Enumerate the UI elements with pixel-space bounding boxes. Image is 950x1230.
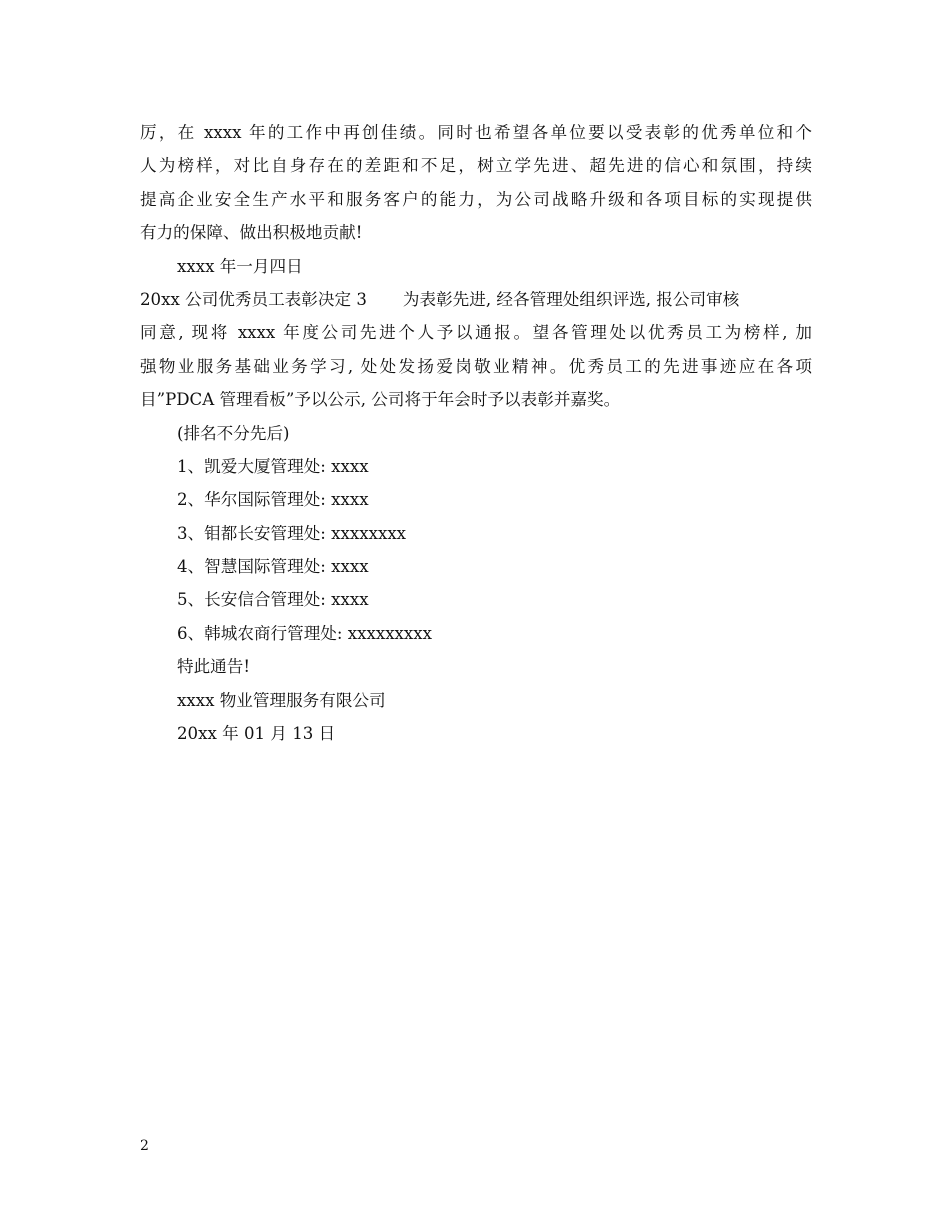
list-item: 3、钼都长安管理处: xxxxxxxx xyxy=(177,523,407,543)
list-item: 1、凯爱大厦管理处: xxxx xyxy=(177,456,369,476)
decision-first-line-text: 为表彰先进, 经各管理处组织评选, 报公司审核 xyxy=(402,289,740,309)
paragraph-line-1: 厉，在 xxxx 年的工作中再创佳绩。同时也希望各单位要以受表彰的优秀单位和个 xyxy=(140,123,812,142)
paragraph-line-3: 提高企业安全生产水平和服务客户的能力，为公司战略升级和各项目标的实现提供 xyxy=(140,189,812,209)
company-name: xxxx 物业管理服务有限公司 xyxy=(177,690,386,710)
signature-date: 20xx 年 01 月 13 日 xyxy=(177,724,336,744)
page-number: 2 xyxy=(140,1138,149,1154)
decision-title: 20xx 公司优秀员工表彰决定 3 xyxy=(140,289,367,309)
ranking-note: (排名不分先后) xyxy=(177,423,290,443)
list-item: 5、长安信合管理处: xxxx xyxy=(177,590,369,610)
list-item: 4、智慧国际管理处: xxxx xyxy=(177,557,369,577)
list-item: 2、华尔国际管理处: xxxx xyxy=(177,490,369,510)
document-body xyxy=(140,116,812,750)
paragraph-line-4: 有力的保障、做出积极地贡献! xyxy=(140,223,363,243)
decision-line-2: 同意, 现将 xxxx 年度公司先进个人予以通报。望各管理处以优秀员工为榜样, 加 xyxy=(140,323,812,343)
closing-line: 特此通告! xyxy=(177,657,251,677)
decision-line-4: 目”PDCA 管理看板”予以公示, 公司将于年会时予以表彰并嘉奖。 xyxy=(140,390,621,410)
decision-line-3: 强物业服务基础业务学习, 处处发扬爱岗敬业精神。优秀员工的先进事迹应在各项 xyxy=(140,356,812,376)
paragraph-line-2: 人为榜样，对比自身存在的差距和不足，树立学先进、超先进的信心和氛围，持续 xyxy=(140,156,812,176)
date-line: xxxx 年一月四日 xyxy=(177,256,303,276)
list-item: 6、韩城农商行管理处: xxxxxxxxx xyxy=(177,623,432,643)
decision-first-line xyxy=(140,283,812,316)
